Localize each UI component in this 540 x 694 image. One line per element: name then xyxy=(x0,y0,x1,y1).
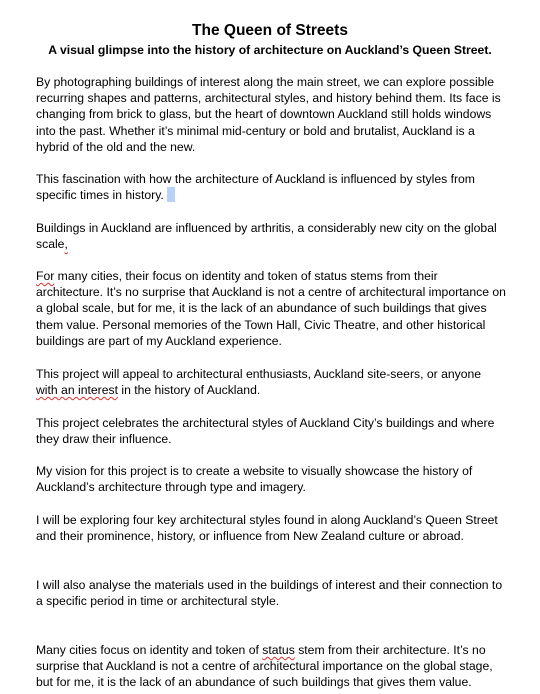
paragraph-text: Many cities focus on identity and token of xyxy=(36,643,263,657)
paragraph-text: many cities, their focus on identity and token of status stems from their architecture. It’s no surprise that Auckland is not a centre of architectural importance on a global scale, but for me, it is the lack of an abundance of such buildings that gives them value. Personal memories of the Town Hall, Civic Theatre, and other historical buildings are part of my Auckland experience. xyxy=(36,269,506,348)
spellcheck-phrase: with an interest xyxy=(36,383,118,398)
paragraph-text: This fascination with how the architecture of Auckland is influenced by styles from specific times in history. xyxy=(36,172,475,203)
paragraph-intro xyxy=(36,74,506,155)
paragraph-buildings xyxy=(36,220,506,252)
paragraph-celebrates xyxy=(36,415,506,447)
paragraph-text: I will also analyse the materials used in the buildings of interest and their connection to a specific period in time or architectural style. xyxy=(36,578,503,609)
spellcheck-word: status xyxy=(262,643,295,657)
paragraph-audience xyxy=(36,366,506,398)
paragraph-text: I will be exploring four key architectural styles found in along Auckland’s Queen Street and their prominence, history, or influence from New Zealand culture or abroad. xyxy=(36,513,498,544)
document-subtitle: A visual glimpse into the history of architecture on Auckland’s Queen Street. xyxy=(48,43,492,57)
paragraph-text: Buildings in Auckland are influenced by arthritis, a considerably new city on the global scale xyxy=(36,221,497,252)
paragraph-text: My vision for this project is to create a website to visually showcase the history of Auckland’s architecture through type and imagery. xyxy=(36,464,473,495)
paragraph-text: This project will appeal to architectural enthusiasts, Auckland site-seers, or anyone xyxy=(36,367,482,381)
paragraph-cities xyxy=(36,642,506,691)
paragraph-text: in the history of Auckland. xyxy=(117,383,261,398)
document-title: The Queen of Streets xyxy=(192,22,348,39)
paragraph-materials xyxy=(36,577,506,609)
paragraph-identity xyxy=(36,268,506,349)
spellcheck-word: For xyxy=(36,269,55,283)
spellcheck-comma: , xyxy=(64,237,68,252)
paragraph-fascination xyxy=(36,171,506,203)
paragraph-text: This project celebrates the architectural styles of Auckland City’s buildings and where they draw their influence. xyxy=(36,416,495,447)
paragraph-styles xyxy=(36,512,506,544)
paragraph-text: stem from their architecture. It’s no surprise that Auckland is not a centre of architectural importance on the global stage, but for me, it is the lack of an abundance of such buildings that gives them value. xyxy=(36,643,493,690)
paragraph-vision xyxy=(36,463,506,495)
paragraph-text: By photographing buildings of interest along the main street, we can explore possible recurring shapes and patterns, architectural styles, and history behind them. Its face is changing from brick to glass, but the heart of downtown Auckland still holds windows into the past. Whether it’s minimal mid-century or bold and brutalist, Auckland is a hybrid of the old and the new. xyxy=(36,75,501,154)
text-selection-highlight xyxy=(167,187,175,202)
